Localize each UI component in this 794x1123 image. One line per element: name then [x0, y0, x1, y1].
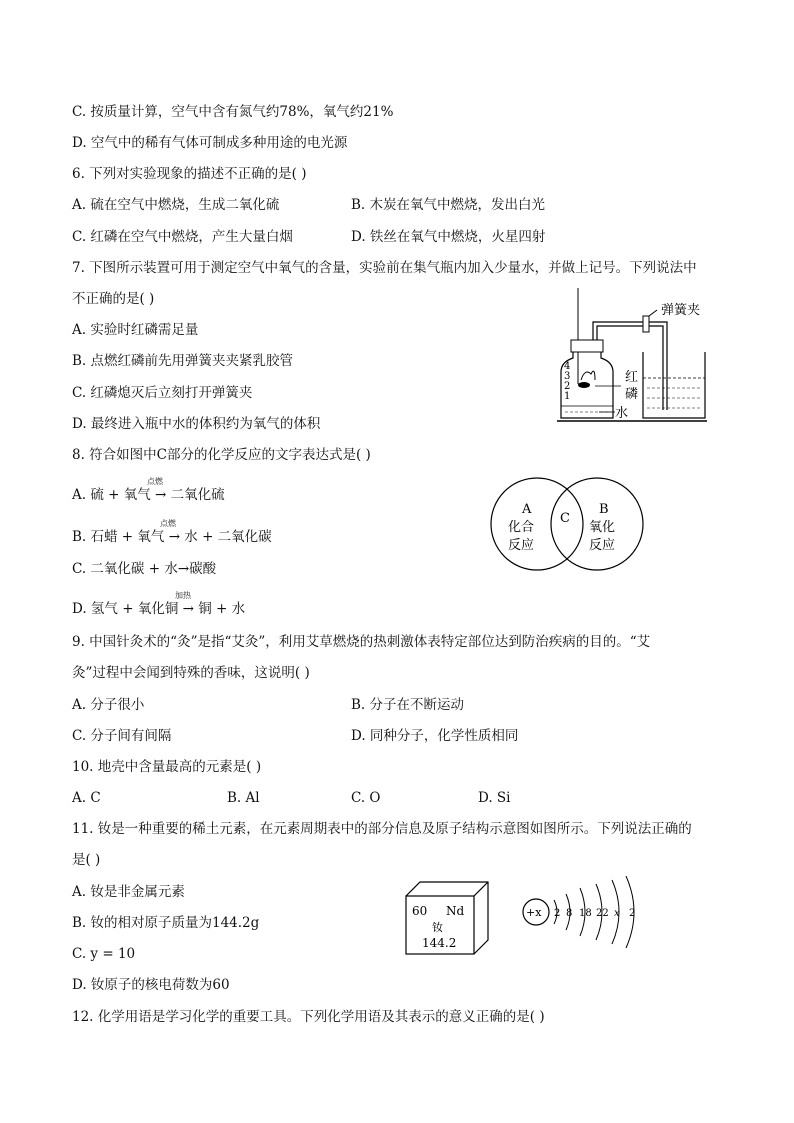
q7-option-d: D. 最终进入瓶中水的体积约为氧气的体积: [72, 416, 321, 432]
shell-4: 22: [596, 908, 609, 919]
mark-3: 3: [564, 371, 571, 382]
q8-option-a-condition: 点燃: [147, 477, 163, 486]
periodic-table-cell: [404, 880, 490, 956]
q8-stem: 8. 符合如图中C部分的化学反应的文字表达式是( ): [72, 447, 371, 463]
q9-option-b: B. 分子在不断运动: [351, 697, 465, 713]
element-symbol: Nd: [446, 904, 465, 918]
venn-left-letter: A: [522, 502, 532, 517]
mark-2: 2: [564, 381, 571, 392]
q5-option-d: D. 空气中的稀有气体可制成多种用途的电光源: [72, 135, 348, 151]
q6-option-a: A. 硫在空气中燃烧，生成二氧化硫: [72, 197, 280, 213]
q10-option-b: B. Al: [227, 790, 260, 806]
q9-option-a: A. 分子很小: [72, 697, 145, 713]
q7-option-a: A. 实验时红磷需足量: [72, 322, 199, 338]
shell-6: 2: [629, 908, 636, 919]
shell-1: 2: [554, 908, 561, 919]
venn-left-line2: 反应: [508, 538, 535, 553]
q7-option-b: B. 点燃红磷前先用弹簧夹夹紧乳胶管: [72, 353, 294, 369]
q11-option-d: D. 钕原子的核电荷数为60: [72, 977, 230, 993]
venn-center-letter: C: [560, 511, 570, 526]
q6-option-b: B. 木炭在氧气中燃烧，发出白光: [351, 197, 546, 213]
bottle-stopper: [571, 340, 603, 352]
phosphorus-label-1: 红: [625, 370, 639, 385]
q7-stem-line1: 7. 下图所示装置可用于测定空气中氧气的含量，实验前在集气瓶内加入少量水，并做上记号。下列说法中: [72, 260, 697, 276]
q10-option-d: D. Si: [478, 790, 511, 806]
q9-option-c: C. 分子间有间隔: [72, 728, 172, 744]
nucleus-charge: +x: [526, 906, 542, 919]
shell-5: x: [614, 908, 620, 919]
q9-stem-line1: 9. 中国针灸术的“灸”是指“艾灸”，利用艾草燃烧的热刺激体表特定部位达到防治疾病的目的。“艾: [72, 634, 651, 650]
venn-right-letter: B: [599, 502, 609, 517]
element-name: 钕: [432, 921, 443, 934]
q11-stem-line1: 11. 钕是一种重要的稀土元素，在元素周期表中的部分信息及原子结构示意图如图所示。下列说法正确的: [72, 821, 692, 837]
q7-stem-line2: 不正确的是( ): [72, 291, 155, 307]
q6-option-c: C. 红磷在空气中燃烧，产生大量白烟: [72, 229, 293, 245]
q8-option-d: D. 氢气 + 氧化铜 → 铜 + 水: [72, 601, 246, 617]
mark-4: 4: [564, 361, 571, 372]
phosphorus-label-2: 磷: [625, 387, 639, 402]
atomic-structure-diagram: [518, 876, 646, 956]
q8-option-c: C. 二氧化碳 + 水→碳酸: [72, 561, 217, 577]
shell-3: 18: [579, 908, 592, 919]
venn-right-line1: 氧化: [589, 520, 616, 535]
q8-option-b-condition: 点燃: [160, 519, 176, 528]
q11-stem-line2: 是( ): [72, 852, 101, 868]
clamp-label: 弹簧夹: [661, 303, 701, 318]
flame: [581, 371, 595, 380]
phosphorus-spoon: [578, 382, 590, 388]
q5-option-c: C. 按质量计算，空气中含有氮气约78%，氧气约21%: [72, 104, 394, 120]
mark-1: 1: [564, 391, 571, 402]
venn-left-line1: 化合: [508, 520, 535, 535]
q11-option-c: C. y = 10: [72, 946, 136, 962]
q6-stem: 6. 下列对实验现象的描述不正确的是( ): [72, 166, 307, 182]
q7-option-c: C. 红磷熄灭后立刻打开弹簧夹: [72, 385, 253, 401]
q6-option-d: D. 铁丝在氧气中燃烧，火星四射: [351, 229, 546, 245]
q10-stem: 10. 地壳中含量最高的元素是( ): [72, 759, 262, 775]
shell-2: 8: [566, 908, 573, 919]
oxygen-apparatus-figure: [555, 288, 715, 428]
venn-right-line2: 反应: [589, 538, 616, 553]
q9-stem-line2: 灸”过程中会闻到特殊的香味，这说明( ): [72, 665, 310, 681]
q9-option-d: D. 同种分子，化学性质相同: [351, 728, 519, 744]
q8-option-d-condition: 加热: [175, 591, 191, 600]
q12-stem: 12. 化学用语是学习化学的重要工具。下列化学用语及其表示的意义正确的是( ): [72, 1009, 545, 1025]
spring-clamp: [643, 316, 649, 332]
atomic-number: 60: [412, 904, 428, 918]
q8-option-b: B. 石蜡 + 氧气 → 水 + 二氧化碳: [72, 529, 272, 545]
q11-option-b: B. 钕的相对原子质量为144.2g: [72, 915, 260, 931]
water-label: 水: [615, 406, 629, 421]
q10-option-a: A. C: [72, 790, 101, 806]
q10-option-c: C. O: [351, 790, 381, 806]
q11-option-a: A. 钕是非金属元素: [72, 884, 185, 900]
atomic-mass: 144.2: [422, 936, 457, 950]
q8-option-a: A. 硫 + 氧气 → 二氧化硫: [72, 487, 225, 503]
venn-diagram: [488, 474, 648, 574]
